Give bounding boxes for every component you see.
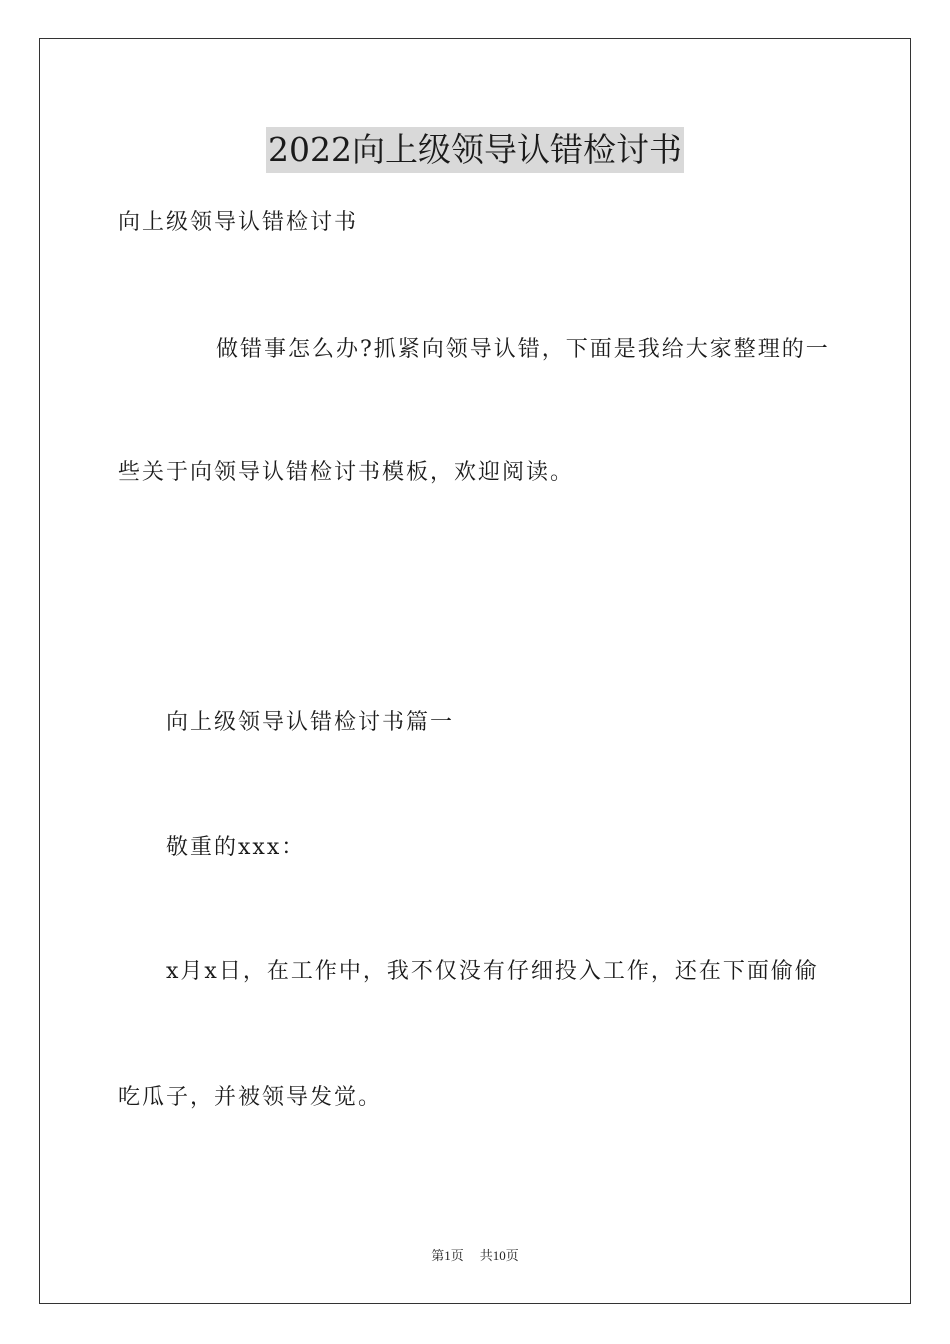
section-heading: 向上级领导认错检讨书篇一: [166, 710, 455, 735]
body-paragraph-line-2: 吃瓜子，并被领导发觉。: [118, 1085, 383, 1110]
page-total: 共10页: [479, 1248, 519, 1263]
body-paragraph-line-1: x月x日，在工作中，我不仅没有仔细投入工作，还在下面偷偷: [166, 959, 819, 984]
intro-paragraph-line-1: 做错事怎么办?抓紧向领导认错，下面是我给大家整理的一: [216, 337, 830, 362]
document-title: 2022向上级领导认错检讨书: [266, 127, 684, 173]
page-footer: [0, 1247, 950, 1265]
title-container: [0, 127, 950, 173]
document-subtitle: 向上级领导认错检讨书: [118, 210, 359, 235]
intro-paragraph-line-2: 些关于向领导认错检讨书模板，欢迎阅读。: [118, 460, 575, 485]
page-number: 第1页: [431, 1248, 464, 1263]
salutation: 敬重的xxx：: [166, 835, 306, 860]
